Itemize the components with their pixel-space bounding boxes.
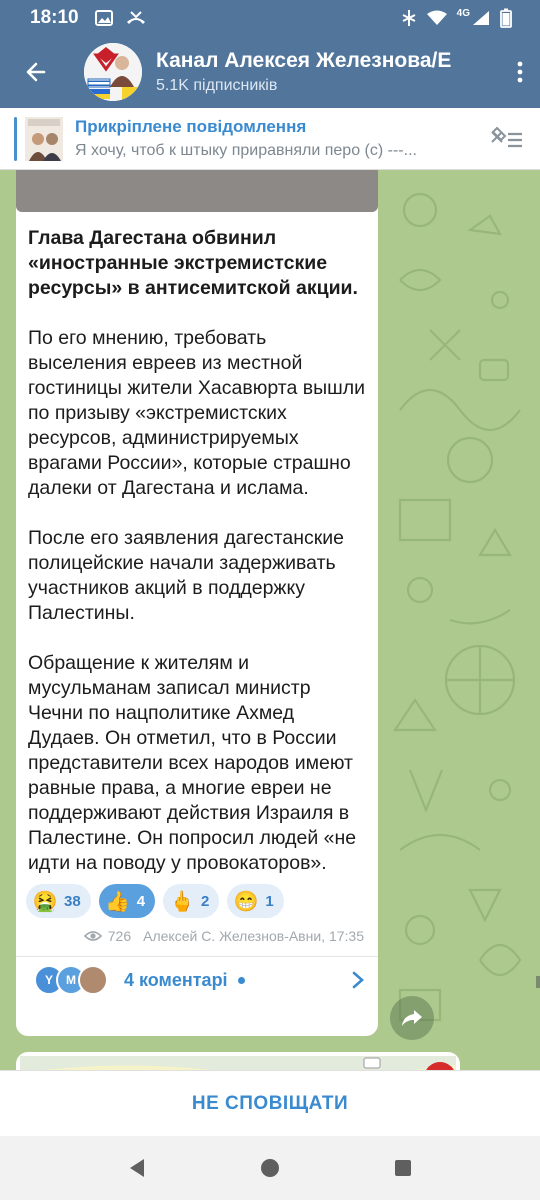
eye-icon	[84, 930, 102, 942]
avatar-photo	[78, 965, 108, 995]
view-count: 726	[107, 928, 132, 944]
message-text	[16, 212, 378, 876]
kebab-menu-icon	[517, 61, 523, 83]
message-meta	[16, 918, 378, 944]
battery-icon	[500, 8, 512, 28]
reaction-grin[interactable]	[227, 884, 283, 918]
nav-back-icon[interactable]	[126, 1157, 148, 1179]
share-button[interactable]	[390, 996, 434, 1040]
channel-title[interactable]: Канал Алексея Железнова/Е	[156, 49, 452, 72]
network-type: 4G	[456, 7, 470, 19]
author-time: Алексей С. Железнов-Авни, 17:35	[143, 928, 364, 944]
next-message-map	[20, 1056, 456, 1070]
message-paragraph: После его заявления дагестанские полицейские начали задерживать участников акций в поддержку Палестины.	[28, 527, 345, 624]
reaction-count: 2	[201, 892, 210, 910]
reaction-middle-finger[interactable]	[163, 884, 219, 918]
status-bar	[0, 0, 540, 36]
thumbs-up-emoji-icon: 👍	[105, 890, 131, 913]
pinned-preview: Я хочу, чтоб к штыку приравняли перо (с) ---...	[75, 142, 417, 159]
pinned-title: Прикріплене повідомлення	[75, 117, 307, 136]
missed-call-icon	[125, 10, 147, 26]
status-time: 18:10	[30, 7, 79, 28]
vomit-emoji-icon: 🤮	[32, 890, 58, 913]
reaction-count: 4	[136, 892, 146, 910]
reaction-count: 1	[265, 892, 274, 910]
chevron-right-icon	[352, 971, 364, 989]
chat-area[interactable]	[0, 170, 540, 1070]
message-photo[interactable]	[16, 170, 378, 212]
mute-button[interactable]: НЕ СПОВІЩАТИ	[191, 1092, 349, 1114]
middle-finger-emoji-icon: 🖕	[169, 890, 195, 913]
pin-list-icon	[490, 126, 524, 152]
reaction-thumbs-up[interactable]	[99, 884, 155, 918]
back-arrow-icon	[24, 60, 48, 84]
unread-dot	[238, 977, 245, 984]
nav-home-icon[interactable]	[259, 1157, 281, 1179]
pin-indicator	[14, 117, 17, 161]
reaction-count: 38	[64, 892, 81, 910]
nfc-icon	[401, 9, 417, 27]
comments-button[interactable]	[16, 957, 378, 1003]
gallery-icon	[95, 10, 113, 26]
message-paragraph: Обращение к жителям и мусульманам записал министр Чечни по нацполитике Ахмед Дудаев. Он отметил, что в России представители всех народов имеют равные права, а многие евреи не поддерживают действия Израиля в Палестине. Он попросил людей «не идти на поводу у провокаторов».	[28, 652, 357, 874]
message-bubble[interactable]	[16, 170, 378, 1036]
reaction-vomit[interactable]	[26, 884, 91, 918]
wifi-icon	[427, 10, 447, 26]
avatar: Y	[34, 965, 64, 995]
mute-bar[interactable]	[0, 1070, 540, 1136]
more-options-button[interactable]	[500, 36, 540, 108]
signal-icon	[472, 10, 490, 26]
scrollbar-thumb[interactable]	[536, 976, 540, 988]
message-headline: Глава Дагестана обвинил «иностранные экстремистские ресурсы» в антисемитской акции.	[28, 227, 358, 299]
next-message-bubble[interactable]	[16, 1052, 460, 1070]
channel-avatar[interactable]	[84, 43, 142, 101]
subscriber-count: 5.1K підписників	[156, 77, 278, 94]
app-bar	[0, 36, 540, 108]
share-arrow-icon	[401, 1009, 423, 1027]
pinned-message-bar[interactable]	[0, 108, 540, 170]
avatar: M	[56, 965, 86, 995]
reactions-row	[16, 884, 378, 918]
unpin-button[interactable]	[490, 126, 524, 157]
message-paragraph: По его мнению, требовать выселения евреев из местной гостиницы жители Хасавюрта вышли по призыву «экстремистских ресурсов, администрируемых врагами России», которые страшно далеки от Дагестана и ислама.	[28, 327, 366, 499]
grin-emoji-icon: 😁	[233, 890, 259, 913]
commenter-avatars	[34, 965, 100, 995]
pinned-thumbnail	[25, 117, 63, 161]
nav-recents-icon[interactable]	[392, 1157, 414, 1179]
system-nav-bar	[0, 1136, 540, 1200]
comments-count: 4 коментарі	[124, 969, 228, 990]
back-button[interactable]	[0, 36, 72, 108]
